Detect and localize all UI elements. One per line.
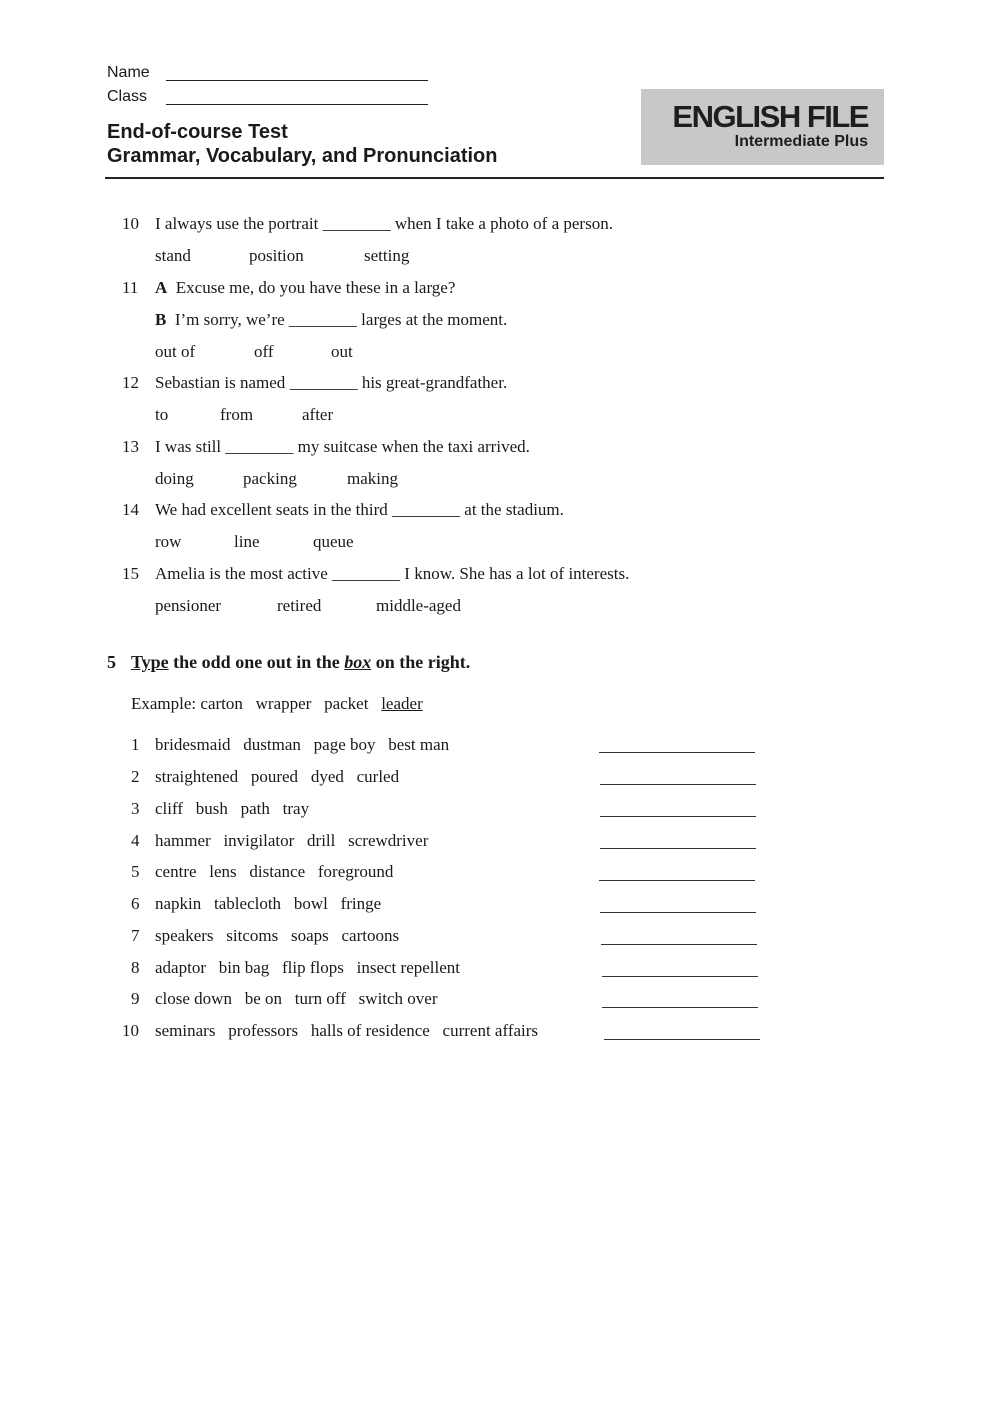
item-number: 1 [131, 735, 140, 754]
answer-blank[interactable]: ________ [322, 214, 391, 233]
name-label: Name [107, 64, 150, 81]
option[interactable]: pensioner [155, 596, 222, 615]
word-list: cliff bush path tray [155, 799, 310, 818]
question-text: We had excellent seats in the third ________ at the stadium. [155, 500, 564, 519]
english-file-logo [641, 89, 884, 165]
item-number: 10 [122, 1021, 139, 1040]
option[interactable]: position [249, 246, 304, 265]
word-list: napkin tablecloth bowl fringe [155, 894, 382, 913]
word-list: adaptor bin bag flip flops insect repellent [155, 958, 460, 977]
option[interactable]: packing [243, 469, 297, 488]
answer-field[interactable] [600, 848, 756, 849]
class-label: Class [107, 88, 148, 105]
question-number: 12 [122, 373, 139, 392]
question-text: Sebastian is named ________ his great-grandfather. [155, 373, 508, 392]
answer-field[interactable] [600, 784, 756, 785]
option[interactable]: doing [155, 469, 194, 488]
item-number: 5 [131, 862, 140, 881]
item-number: 2 [131, 767, 140, 786]
answer-field[interactable] [601, 944, 757, 945]
page-title [107, 120, 497, 168]
item-number: 4 [131, 831, 140, 850]
answer-blank[interactable]: ________ [332, 564, 401, 583]
section-number: 5 [107, 652, 116, 672]
option[interactable]: line [234, 532, 260, 551]
question-text: I was still ________ my suitcase when the taxi arrived. [155, 437, 530, 456]
header-divider [105, 177, 884, 179]
item-number: 9 [131, 989, 140, 1008]
word-list: speakers sitcoms soaps cartoons [155, 926, 400, 945]
item-number: 6 [131, 894, 140, 913]
logo-title: ENGLISH FILE [672, 99, 868, 134]
question-text: B I’m sorry, we’re ________ larges at the moment. [155, 310, 508, 329]
title-line-2: Grammar, Vocabulary, and Pronunciation [107, 145, 498, 167]
answer-field[interactable] [604, 1039, 760, 1040]
answer-field[interactable] [602, 1007, 758, 1008]
question-number: 14 [122, 500, 139, 519]
word-list: bridesmaid dustman page boy best man [155, 735, 450, 754]
section-instructions: Type the odd one out in the box on the right. [131, 652, 471, 672]
question-number: 10 [122, 214, 139, 233]
answer-field[interactable] [599, 880, 755, 881]
question-text: Amelia is the most active ________ I know. She has a lot of interests. [155, 564, 630, 583]
question-number: 11 [122, 278, 139, 297]
option[interactable]: setting [364, 246, 410, 265]
answer-field[interactable] [600, 816, 756, 817]
option[interactable]: queue [313, 532, 354, 551]
word-list: close down be on turn off switch over [155, 989, 438, 1008]
option[interactable]: after [302, 405, 334, 424]
word-list: seminars professors halls of residence current affairs [155, 1021, 539, 1040]
word-list: centre lens distance foreground [155, 862, 394, 881]
option[interactable]: off [254, 342, 274, 361]
item-number: 3 [131, 799, 140, 818]
answer-blank[interactable]: ________ [392, 500, 461, 519]
word-list: hammer invigilator drill screwdriver [155, 831, 429, 850]
example-line: Example: carton wrapper packet leader [131, 694, 423, 713]
option[interactable]: to [155, 405, 169, 424]
word-list: straightened poured dyed curled [155, 767, 400, 786]
question-text: A Excuse me, do you have these in a large? [155, 278, 456, 297]
item-number: 7 [131, 926, 140, 945]
class-field[interactable] [166, 104, 428, 105]
question-number: 15 [122, 564, 139, 583]
question-text: I always use the portrait ________ when I take a photo of a person. [155, 214, 613, 233]
logo-subtitle: Intermediate Plus [734, 133, 868, 150]
option[interactable]: out [331, 342, 353, 361]
answer-field[interactable] [599, 752, 755, 753]
option[interactable]: from [220, 405, 254, 424]
option[interactable]: making [347, 469, 398, 488]
option[interactable]: row [155, 532, 182, 551]
option[interactable]: middle-aged [376, 596, 461, 615]
answer-field[interactable] [602, 976, 758, 977]
name-field[interactable] [166, 80, 428, 81]
option[interactable]: out of [155, 342, 196, 361]
example-answer: leader [381, 694, 423, 713]
option[interactable]: retired [277, 596, 322, 615]
answer-blank[interactable]: ________ [288, 310, 357, 329]
item-number: 8 [131, 958, 140, 977]
answer-field[interactable] [600, 912, 756, 913]
title-line-1: End-of-course Test [107, 121, 288, 143]
answer-blank[interactable]: ________ [225, 437, 294, 456]
answer-blank[interactable]: ________ [289, 373, 358, 392]
question-number: 13 [122, 437, 139, 456]
option[interactable]: stand [155, 246, 191, 265]
